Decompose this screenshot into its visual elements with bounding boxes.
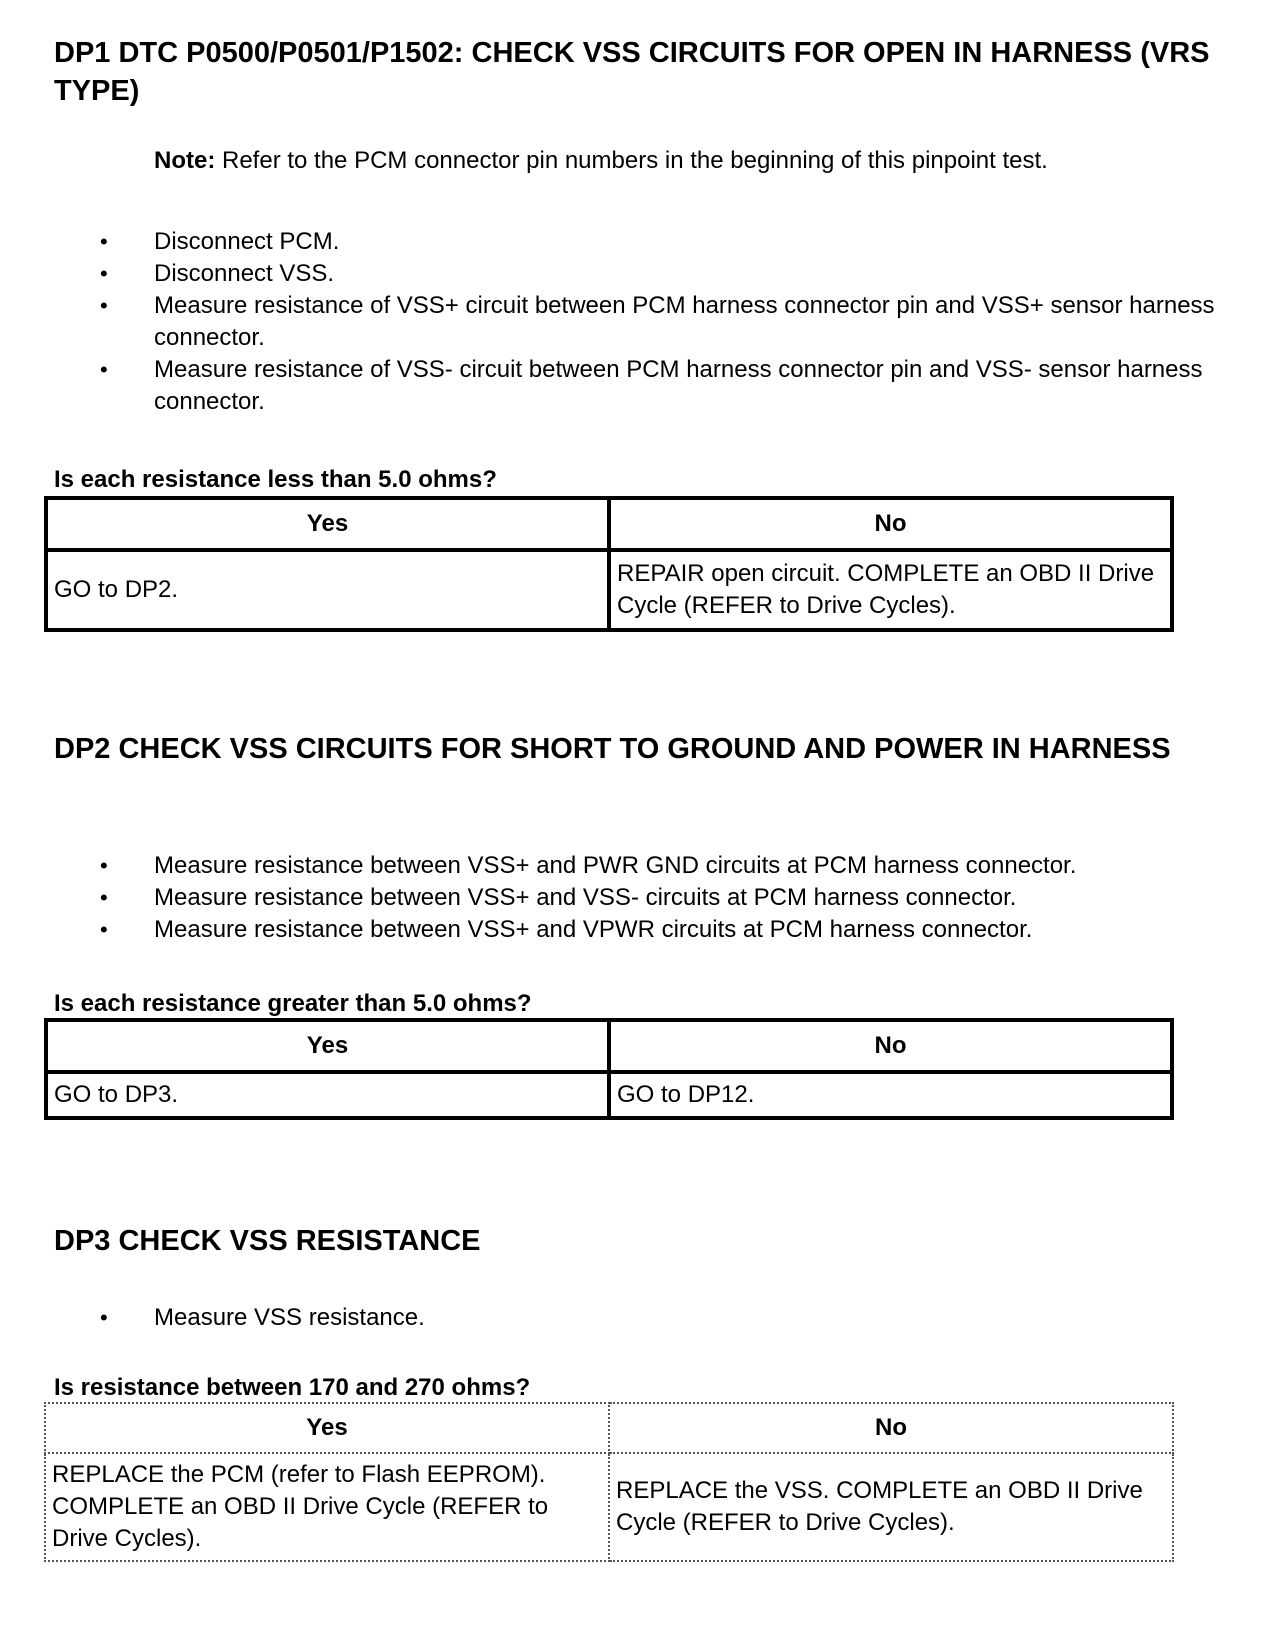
no-header: No — [609, 1020, 1172, 1072]
dp1-steps — [100, 226, 1250, 418]
no-cell: REPAIR open circuit. COMPLETE an OBD II Drive Cycle (REFER to Drive Cycles). — [609, 550, 1172, 630]
no-cell: GO to DP12. — [609, 1072, 1172, 1118]
dp3-heading: DP3 CHECK VSS RESISTANCE — [54, 1225, 481, 1257]
dp2-steps — [100, 850, 1250, 946]
step-item: • Measure resistance of VSS- circuit between PCM harness connector pin and VSS- sensor harness connector. — [100, 354, 1250, 418]
step-item: • Measure VSS resistance. — [100, 1302, 1250, 1334]
dp3-decision-table — [44, 1402, 1174, 1562]
step-item: • Measure resistance between VSS+ and PWR GND circuits at PCM harness connector. — [100, 850, 1250, 882]
yes-cell: REPLACE the PCM (refer to Flash EEPROM). COMPLETE an OBD II Drive Cycle (REFER to Drive Cycles). — [45, 1453, 609, 1561]
no-header: No — [609, 1403, 1173, 1453]
step-item: • Disconnect PCM. — [100, 226, 1250, 258]
yes-header: Yes — [46, 1020, 609, 1072]
dp2-heading: DP2 CHECK VSS CIRCUITS FOR SHORT TO GROUND AND POWER IN HARNESS — [54, 733, 1171, 765]
step-item: • Measure resistance between VSS+ and VSS- circuits at PCM harness connector. — [100, 882, 1250, 914]
note-text: Refer to the PCM connector pin numbers in the beginning of this pinpoint test. — [215, 147, 1048, 174]
yes-header: Yes — [46, 498, 609, 550]
note-label: Note: — [154, 147, 216, 174]
step-item: • Measure resistance between VSS+ and VPWR circuits at PCM harness connector. — [100, 914, 1250, 946]
no-header: No — [609, 498, 1172, 550]
dp2-decision-table — [44, 1018, 1174, 1120]
yes-header: Yes — [45, 1403, 609, 1453]
dp3-question: Is resistance between 170 and 270 ohms? — [54, 1374, 531, 1401]
dp1-heading: DP1 DTC P0500/P0501/P1502: CHECK VSS CIRCUITS FOR OPEN IN HARNESS (VRS TYPE) — [54, 37, 1210, 107]
yes-cell: GO to DP3. — [46, 1072, 609, 1118]
dp3-steps — [100, 1302, 1250, 1334]
dp1-note — [154, 146, 1048, 176]
yes-cell: GO to DP2. — [46, 550, 609, 630]
dp2-question: Is each resistance greater than 5.0 ohms? — [54, 990, 532, 1017]
no-cell: REPLACE the VSS. COMPLETE an OBD II Drive Cycle (REFER to Drive Cycles). — [609, 1453, 1173, 1561]
dp1-question: Is each resistance less than 5.0 ohms? — [54, 466, 497, 493]
step-item: • Measure resistance of VSS+ circuit between PCM harness connector pin and VSS+ sensor harness connector. — [100, 290, 1250, 354]
step-item: • Disconnect VSS. — [100, 258, 1250, 290]
dp1-decision-table — [44, 496, 1174, 632]
